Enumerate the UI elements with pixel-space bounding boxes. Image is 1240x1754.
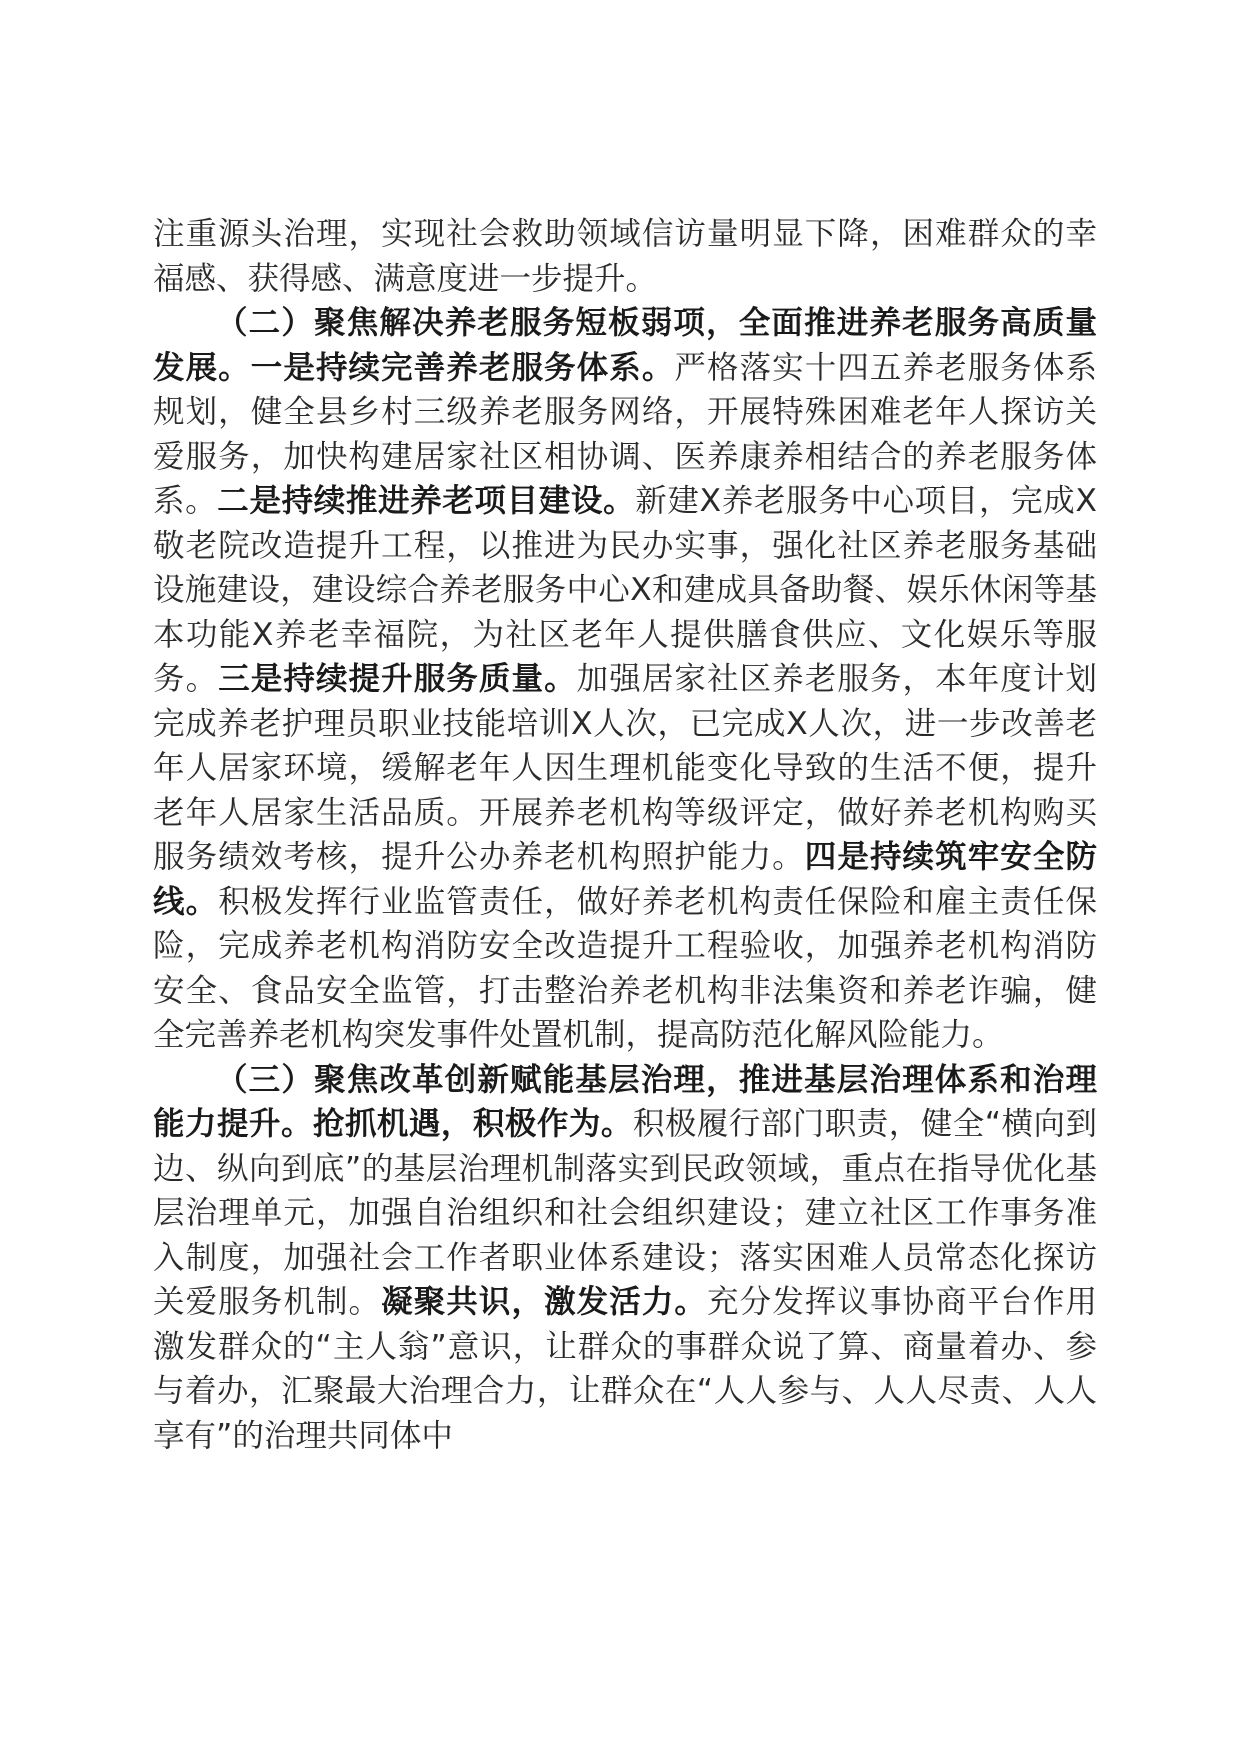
point-text: 积极履行部门职责，健全“横向到边、纵向到底”的基层治理机制落实到民政领域，重点在指导优化基层治理单元，加强自治组织和社会组织建设；建立社区工作事务准入制度，加强社会工作者职业体系建设；落实困难人员常态化探访关爱服务机制。 — [153, 1106, 1097, 1320]
point-title: 抢抓机遇，积极作为。 — [312, 1106, 633, 1142]
point-title: 一是持续完善养老服务体系。 — [250, 349, 675, 386]
point-title: 二是持续推进养老项目建设。 — [217, 483, 636, 519]
document-body — [153, 212, 1097, 1458]
point-title: 三是持续提升服务质量。 — [218, 661, 577, 697]
point-title: 凝聚共识，激发活力。 — [381, 1284, 708, 1320]
paragraph-social-assistance — [153, 212, 1097, 301]
paragraph-text: 注重源头治理，实现社会救助领域信访量明显下降，困难群众的幸福感、获得感、满意度进一步提升。 — [153, 216, 1097, 297]
point-text: 积极发挥行业监管责任，做好养老机构责任保险和雇主责任保险，完成养老机构消防安全改造提升工程验收，加强养老机构消防安全、食品安全监管，打击整治养老机构非法集资和养老诈骗，健全完善养老机构突发事件处置机制，提高防范化解风险能力。 — [153, 883, 1097, 1053]
point-text: 新建X养老服务中心项目，完成X敬老院改造提升工程，以推进为民办实事，强化社区养老服务基础设施建设，建设综合养老服务中心X和建成具备助餐、娱乐休闲等基本功能X养老幸福院，为社区老年人提供膳食供应、文化娱乐等服务。 — [153, 483, 1097, 697]
point-text: 充分发挥议事协商平台作用激发群众的“主人翁”意识，让群众的事群众说了算、商量着办、参与着办，汇聚最大治理合力，让群众在“人人参与、人人尽责、人人享有”的治理共同体中 — [153, 1284, 1097, 1454]
paragraph-grassroots-governance — [153, 1058, 1097, 1459]
section-heading-elderly-care: （二）聚焦解决养老服务短板弱项，全面推进养老服务高质量发展。 — [153, 305, 1097, 386]
point-text: 加强居家社区养老服务，本年度计划完成养老护理员职业技能培训X人次，已完成X人次，进一步改善老年人居家环境，缓解老年人因生理机能变化导致的生活不便，提升老年人居家生活品质。开展养老机构等级评定，做好养老机构购买服务绩效考核，提升公办养老机构照护能力。 — [153, 661, 1097, 875]
point-title: 四是持续筑牢安全防线。 — [153, 839, 1097, 920]
point-text: 严格落实十四五养老服务体系规划，健全县乡村三级养老服务网络，开展特殊困难老年人探访关爱服务，加快构建居家社区相协调、医养康养相结合的养老服务体系。 — [153, 349, 1097, 519]
section-heading-governance: （三）聚焦改革创新赋能基层治理，推进基层治理体系和治理能力提升。 — [153, 1061, 1097, 1142]
paragraph-elderly-care — [153, 301, 1097, 1058]
